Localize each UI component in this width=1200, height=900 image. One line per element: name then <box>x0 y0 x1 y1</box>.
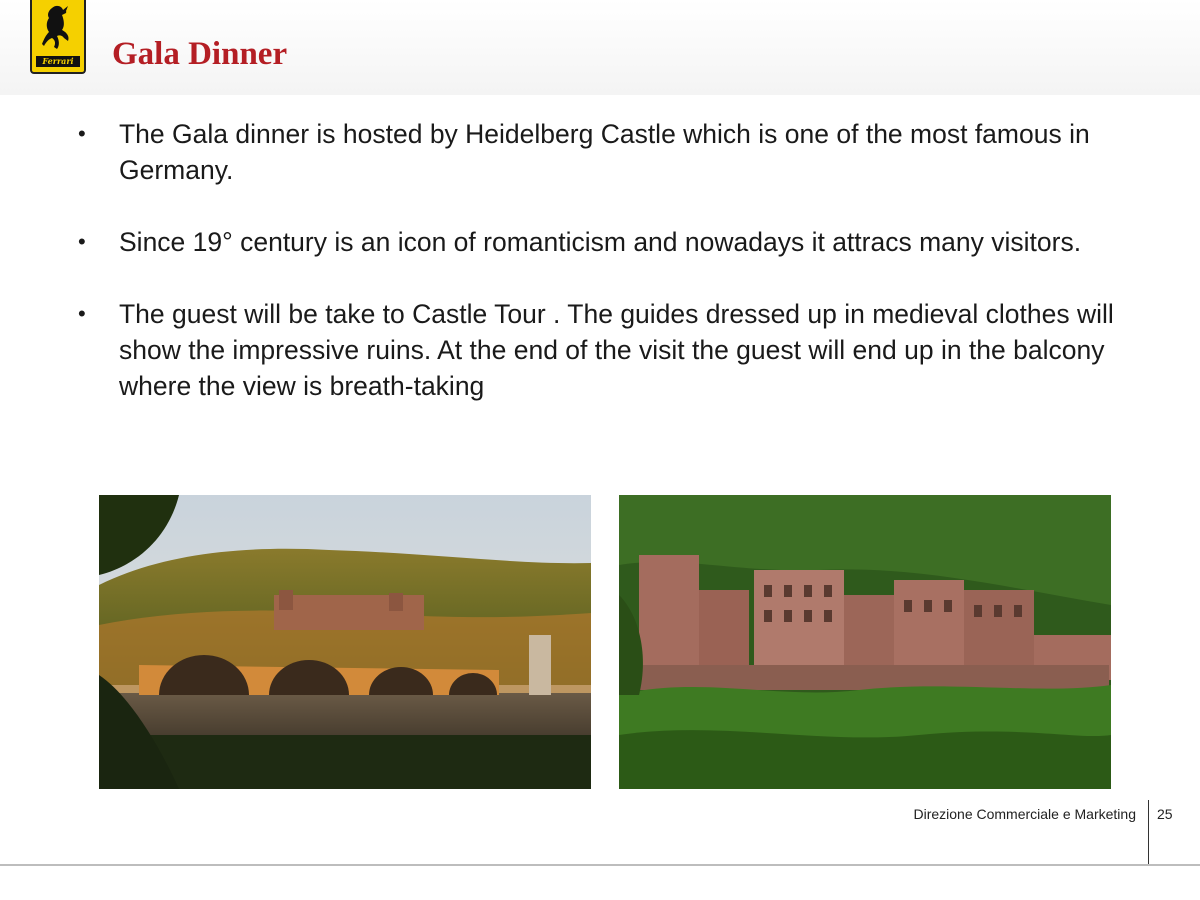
castle-photo <box>619 495 1111 789</box>
bullet-text: The guest will be take to Castle Tour . The guides dressed up in medieval clothes will show the impressive ruins. At the end of the visit the guest will end up in the balcony where the view is breath-taking <box>119 299 1114 401</box>
prancing-horse-icon <box>32 0 84 60</box>
footer-divider <box>1148 800 1149 864</box>
bullet-item <box>78 296 1138 404</box>
bullet-marker: • <box>78 121 86 146</box>
bullet-marker: • <box>78 301 86 326</box>
bullet-text: Since 19° century is an icon of romanticism and nowadays it attracs many visitors. <box>119 227 1082 257</box>
page-number: 25 <box>1157 806 1173 822</box>
slide-title: Gala Dinner <box>112 36 288 72</box>
bullet-list <box>78 116 1138 440</box>
bullet-marker: • <box>78 229 86 254</box>
bullet-text: The Gala dinner is hosted by Heidelberg Castle which is one of the most famous in Germany. <box>119 119 1090 185</box>
footer-rule <box>0 864 1200 866</box>
bridge-photo <box>99 495 591 789</box>
logo-text: Ferrari <box>36 56 80 67</box>
ferrari-logo <box>30 0 86 74</box>
footer-department: Direzione Commerciale e Marketing <box>913 806 1136 822</box>
bullet-item <box>78 224 1138 260</box>
bullet-item <box>78 116 1138 188</box>
